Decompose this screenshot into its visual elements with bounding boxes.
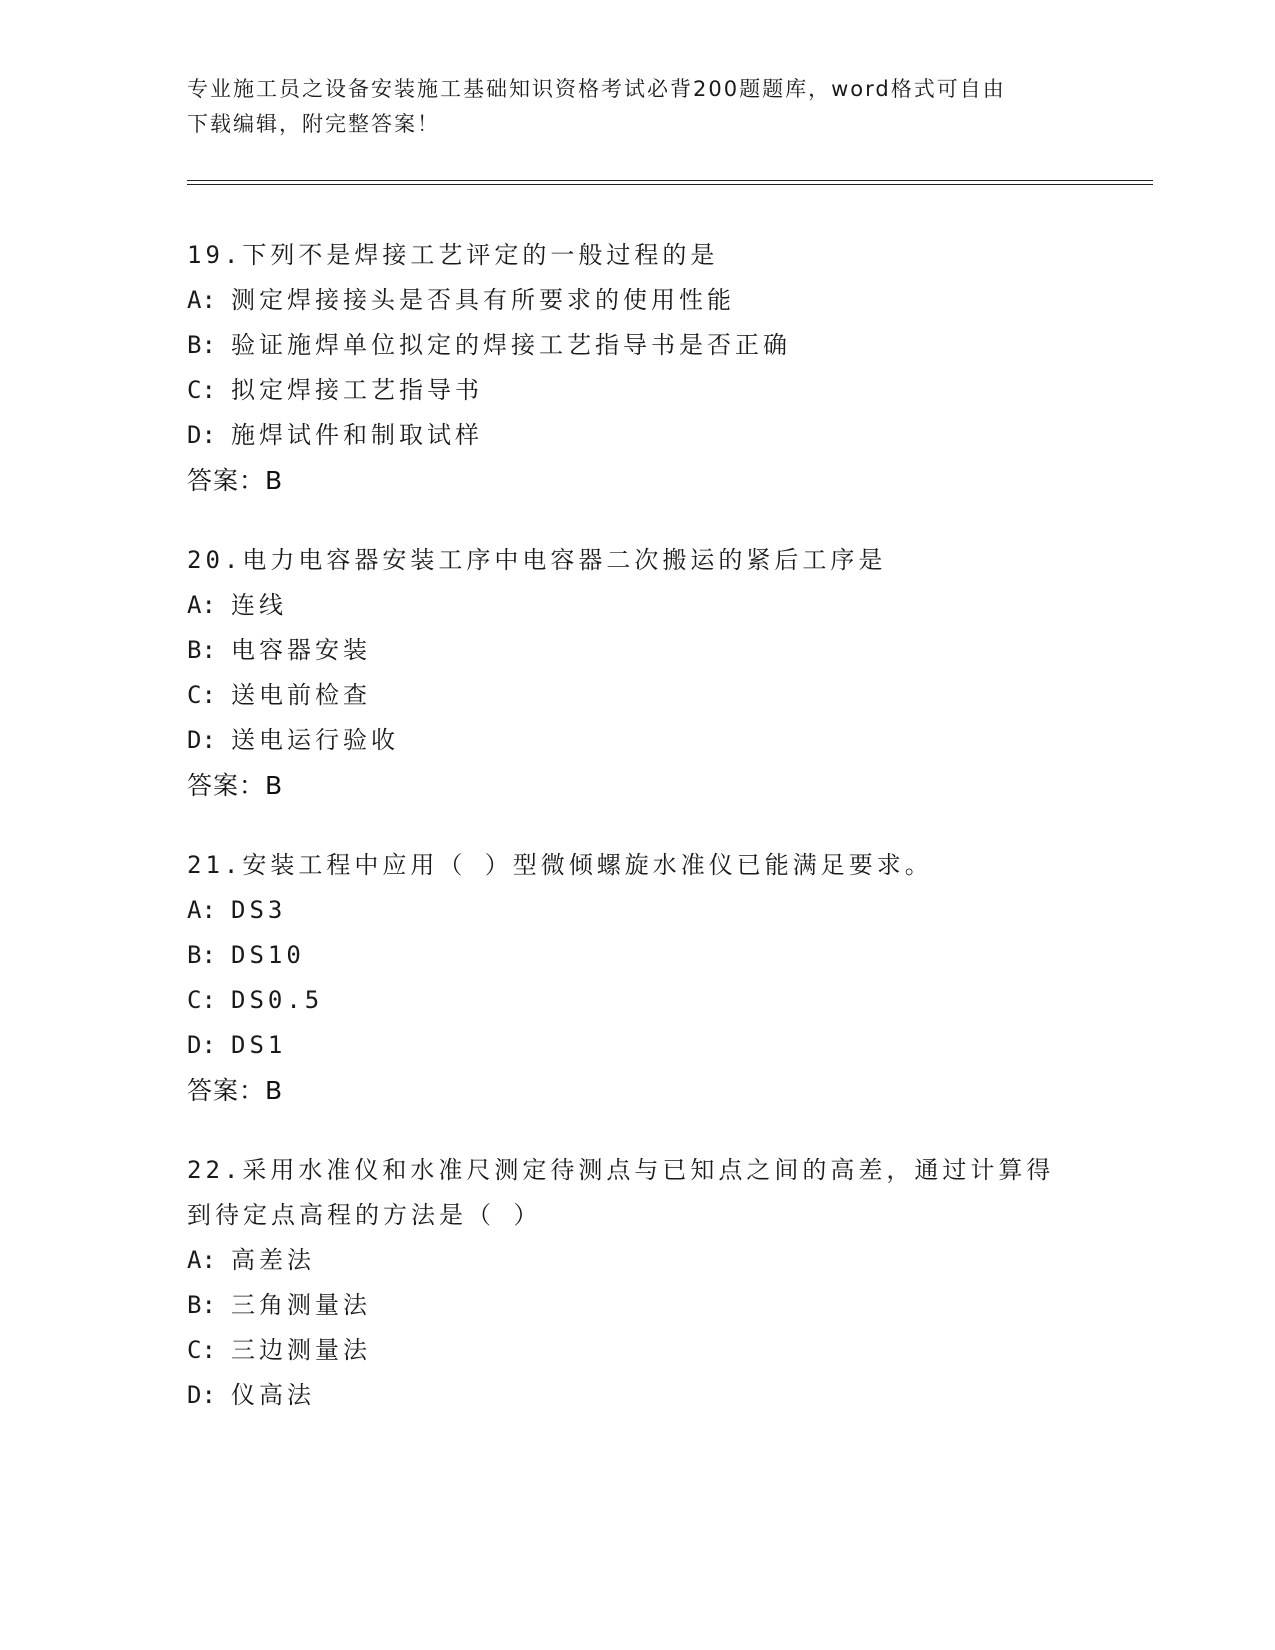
option-d xyxy=(187,413,1087,458)
option-text: 送电前检查 xyxy=(231,681,371,709)
question-stem: 19.下列不是焊接工艺评定的一般过程的是 xyxy=(187,241,719,269)
header-line-2: 下载编辑，附完整答案！ xyxy=(187,112,440,136)
question-19 xyxy=(187,233,1087,504)
option-c xyxy=(187,368,1087,413)
option-text: 拟定焊接工艺指导书 xyxy=(231,376,483,404)
option-letter: B: xyxy=(187,331,216,359)
option-letter: C: xyxy=(187,681,216,709)
option-text: 施焊试件和制取试样 xyxy=(231,421,483,449)
option-text: 仪高法 xyxy=(231,1381,315,1409)
option-c xyxy=(187,1328,1087,1373)
question-21 xyxy=(187,843,1087,1114)
option-letter: C: xyxy=(187,986,216,1014)
option-text: 验证施焊单位拟定的焊接工艺指导书是否正确 xyxy=(231,331,791,359)
option-c xyxy=(187,978,1087,1023)
option-text: 送电运行验收 xyxy=(231,726,399,754)
option-letter: D: xyxy=(187,1031,216,1059)
question-list xyxy=(187,233,1087,1452)
answer-line: 答案：B xyxy=(187,1076,284,1105)
option-text: DS0.5 xyxy=(231,986,324,1014)
option-text: 连线 xyxy=(231,591,287,619)
option-b xyxy=(187,1283,1087,1328)
question-22 xyxy=(187,1148,1087,1418)
answer-line: 答案：B xyxy=(187,466,284,495)
option-b xyxy=(187,933,1087,978)
header-divider xyxy=(187,180,1153,185)
option-letter: C: xyxy=(187,1336,216,1364)
option-a xyxy=(187,278,1087,323)
option-letter: A: xyxy=(187,286,216,314)
question-20 xyxy=(187,538,1087,809)
question-stem: 21.安装工程中应用（ ）型微倾螺旋水准仪已能满足要求。 xyxy=(187,851,933,879)
option-a xyxy=(187,888,1087,933)
option-c xyxy=(187,673,1087,718)
option-letter: C: xyxy=(187,376,216,404)
question-stem: 20.电力电容器安装工序中电容器二次搬运的紧后工序是 xyxy=(187,546,887,574)
option-text: 三角测量法 xyxy=(231,1291,371,1319)
option-letter: B: xyxy=(187,941,216,969)
option-d xyxy=(187,1023,1087,1068)
option-letter: A: xyxy=(187,591,216,619)
option-letter: B: xyxy=(187,636,216,664)
option-letter: A: xyxy=(187,1246,216,1274)
option-text: DS10 xyxy=(231,941,305,969)
question-stem: 22.采用水准仪和水准尺测定待测点与已知点之间的高差，通过计算得 xyxy=(187,1156,1055,1184)
header-line-1: 专业施工员之设备安装施工基础知识资格考试必背200题题库，word格式可自由 xyxy=(187,77,1006,101)
option-letter: D: xyxy=(187,1381,216,1409)
answer-line: 答案：B xyxy=(187,771,284,800)
option-text: DS1 xyxy=(231,1031,287,1059)
option-text: 电容器安装 xyxy=(231,636,371,664)
option-a xyxy=(187,1238,1087,1283)
option-b xyxy=(187,323,1087,368)
option-text: 高差法 xyxy=(231,1246,315,1274)
question-stem-continued: 到待定点高程的方法是（ ） xyxy=(187,1201,542,1229)
option-letter: D: xyxy=(187,726,216,754)
option-d xyxy=(187,718,1087,763)
option-d xyxy=(187,1373,1087,1418)
document-header xyxy=(187,72,1067,142)
option-letter: B: xyxy=(187,1291,216,1319)
option-text: 三边测量法 xyxy=(231,1336,371,1364)
option-text: 测定焊接接头是否具有所要求的使用性能 xyxy=(231,286,735,314)
option-b xyxy=(187,628,1087,673)
option-letter: A: xyxy=(187,896,216,924)
option-letter: D: xyxy=(187,421,216,449)
option-text: DS3 xyxy=(231,896,287,924)
option-a xyxy=(187,583,1087,628)
